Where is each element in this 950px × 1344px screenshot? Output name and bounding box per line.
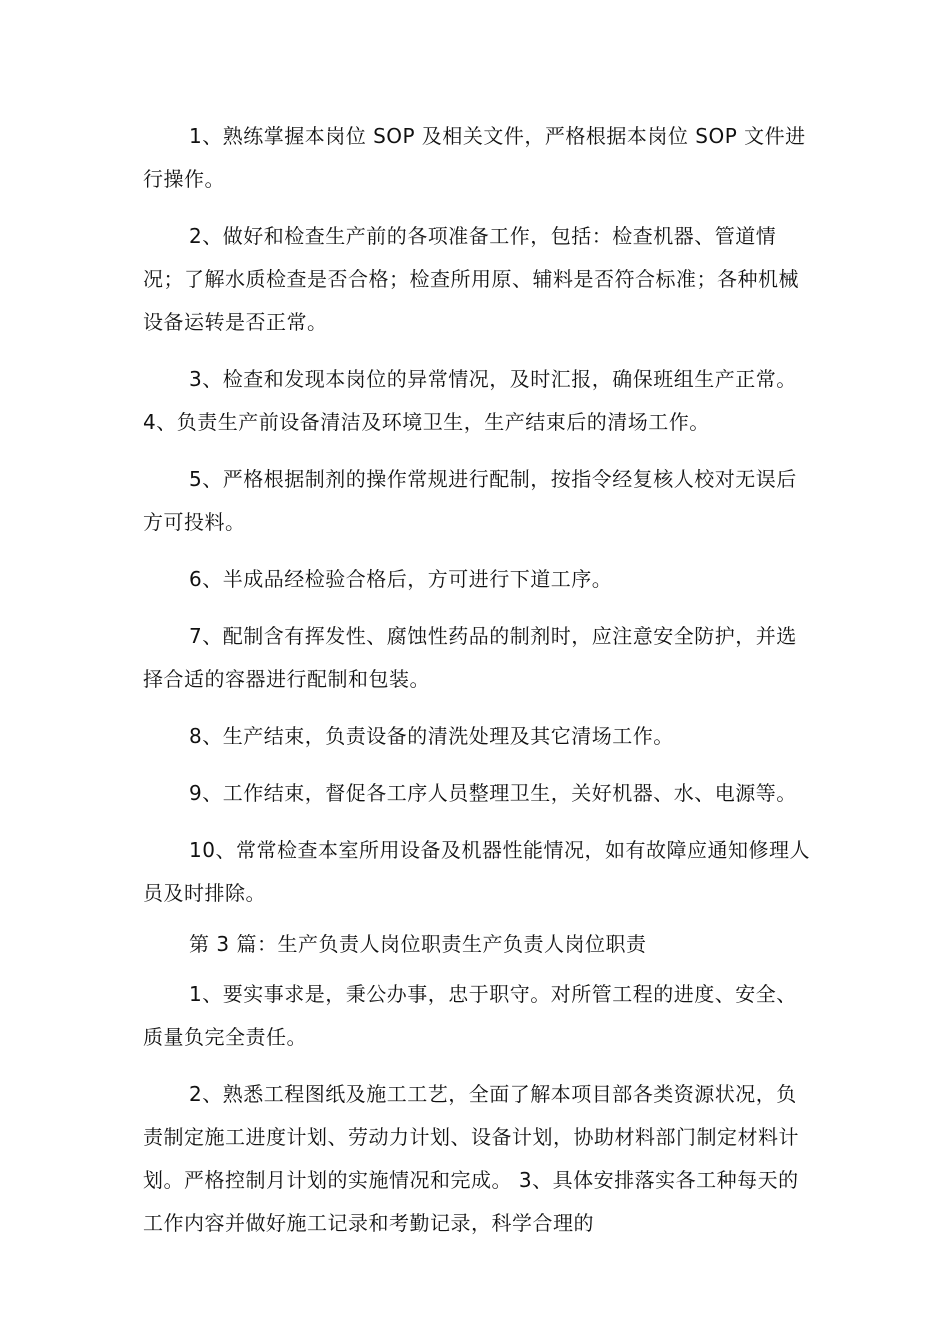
section-paragraph-1: 1、要实事求是，秉公办事，忠于职守。对所管工程的进度、安全、质量负完全责任。 [143, 982, 797, 1049]
paragraph-item-2: 2、做好和检查生产前的各项准备工作，包括：检查机器、管道情况；了解水质检查是否合格；检查所用原、辅料是否符合标准；各种机械设备运转是否正常。 [143, 224, 799, 334]
section-heading: 第 3 篇：生产负责人岗位职责生产负责人岗位职责 [189, 932, 647, 956]
paragraph-item-6: 6、半成品经检验合格后，方可进行下道工序。 [189, 567, 613, 591]
section-paragraph-2: 2、熟悉工程图纸及施工工艺，全面了解本项目部各类资源状况，负责制定施工进度计划、劳动力计划、设备计划，协助材料部门制定材料计划。严格控制月计划的实施情况和完成。 3、具体安排落实各工种每天的工作内容并做好施工记录和考勤记录，科学合理的 [143, 1082, 799, 1235]
document-body [143, 115, 813, 1259]
paragraph-item-8: 8、生产结束，负责设备的清洗处理及其它清场工作。 [189, 724, 674, 748]
paragraph-item-1: 1、熟练掌握本岗位 SOP 及相关文件，严格根据本岗位 SOP 文件进行操作。 [143, 124, 806, 191]
paragraph-item-7: 7、配制含有挥发性、腐蚀性药品的制剂时，应注意安全防护，并选择合适的容器进行配制和包装。 [143, 624, 797, 691]
paragraph-item-5: 5、严格根据制剂的操作常规进行配制，按指令经复核人校对无误后方可投料。 [143, 467, 797, 534]
paragraph-item-10: 10、常常检查本室所用设备及机器性能情况，如有故障应通知修理人员及时排除。 [143, 838, 810, 905]
paragraph-item-9: 9、工作结束，督促各工序人员整理卫生，关好机器、水、电源等。 [189, 781, 797, 805]
paragraph-item-3: 3、检查和发现本岗位的异常情况，及时汇报，确保班组生产正常。 4、负责生产前设备清洁及环境卫生，生产结束后的清场工作。 [143, 367, 797, 434]
